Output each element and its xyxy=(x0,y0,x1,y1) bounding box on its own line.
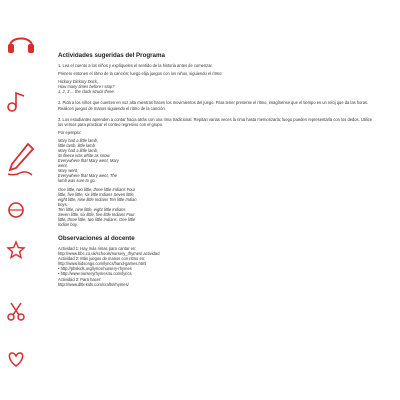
poem-line: little, five little, six little Indians Seven little, xyxy=(58,191,135,197)
poem-line: went, xyxy=(58,162,68,168)
text-line: Hickory Dickory Dock, xyxy=(58,79,99,85)
poem-line: Ten little, nine little, eight little Indians xyxy=(58,206,126,212)
link-text[interactable]: • http://www.nurseryrhymes4u.com/lyrics xyxy=(58,271,132,277)
poem-line: Mary went, xyxy=(58,167,79,173)
paragraph-3: 3. Los estudiantes aprenden a contar hacia atrás con una rima tradicional. Repitan varias veces la rima hasta memorizarla; luego pueden representarla con los dedos. Utilice los versos para practicar el conteo regresivo con el grupo. xyxy=(58,116,373,127)
scissors-icon xyxy=(6,300,28,322)
poem-line: Mary had a little lamb, xyxy=(58,137,99,143)
heart-icon xyxy=(6,350,26,368)
poem-line: boys. xyxy=(58,201,68,207)
section-heading-activities: Actividades sugeridas del Programa xyxy=(58,52,165,59)
pencil-icon xyxy=(6,140,36,180)
poem-line: Indian boy. xyxy=(58,221,78,227)
star-icon xyxy=(6,240,26,260)
text-line: Actividad 3: Para hacer: xyxy=(58,276,102,282)
ball-icon xyxy=(6,200,26,220)
section-heading-teacher-notes: Observaciones al docente xyxy=(58,234,135,242)
poem-line: little lamb, little lamb xyxy=(58,142,95,148)
text-line: 1, 2, 3 ... the clock struck three. xyxy=(58,89,115,95)
poem-line: Everywhere that Mary went, The xyxy=(58,172,117,178)
poem-label: Por ejemplo: xyxy=(58,129,81,135)
document-page xyxy=(58,52,376,287)
link-text[interactable]: http://www.dltk-kids.com/crafts/rhymes/ xyxy=(58,281,129,287)
decorative-margin xyxy=(0,0,46,400)
poem-line: its fleece was white as snow. xyxy=(58,152,111,158)
link-text[interactable]: http://www.bbc.co.uk/schools/nursery_rhymes/ actividad xyxy=(58,251,160,257)
poem-line: Mary had a little lamb, xyxy=(58,147,99,153)
poem-line: lamb was sure to go. xyxy=(58,177,96,183)
poem-line: Seven little, six little, five little Indians Four xyxy=(58,211,135,217)
link-text[interactable]: • http://pbskids.org/lyrics/nursery-rhymes xyxy=(58,266,132,272)
text-line: How many times before I stop? xyxy=(58,84,115,90)
poem-block xyxy=(58,138,376,227)
text-line: 1. Lea el cuento a los niños y explíqueles el sentido de la historia antes de comenzar. xyxy=(58,63,213,68)
poem-line: little, three little, two little Indians. One little xyxy=(58,216,136,222)
text-line: Actividad 1: Hay más rimas para cantar en: xyxy=(58,245,137,251)
poem-line: eight little, nine little Indians Ten little Indian xyxy=(58,196,137,202)
headphones-icon xyxy=(6,30,36,56)
paragraph-2: 2. Pida a los niños que cuenten en voz alta mientras hacen los movimientos del juego. Para tener presente el ritmo, imagínense que el tiempo es un reloj que da las horas. Realicen juegos de manos siguiendo el ritmo de la canción. xyxy=(58,100,369,111)
text-line: Primero entonen el ritmo de la canción; luego elija juegos con los niños, siguiendo el ritmo: xyxy=(58,71,223,77)
link-text[interactable]: http://www.kidsongs.com/lyrics/hand-games.html xyxy=(58,261,147,267)
poem-line: Everywhere that Mary went, Mary xyxy=(58,157,119,163)
music-note-icon xyxy=(6,90,28,112)
text-line: Actividad 2: Más juegos de manos con ritmo en: xyxy=(58,256,146,262)
poem-line: One little, two little, three little Indians Four xyxy=(58,186,136,192)
